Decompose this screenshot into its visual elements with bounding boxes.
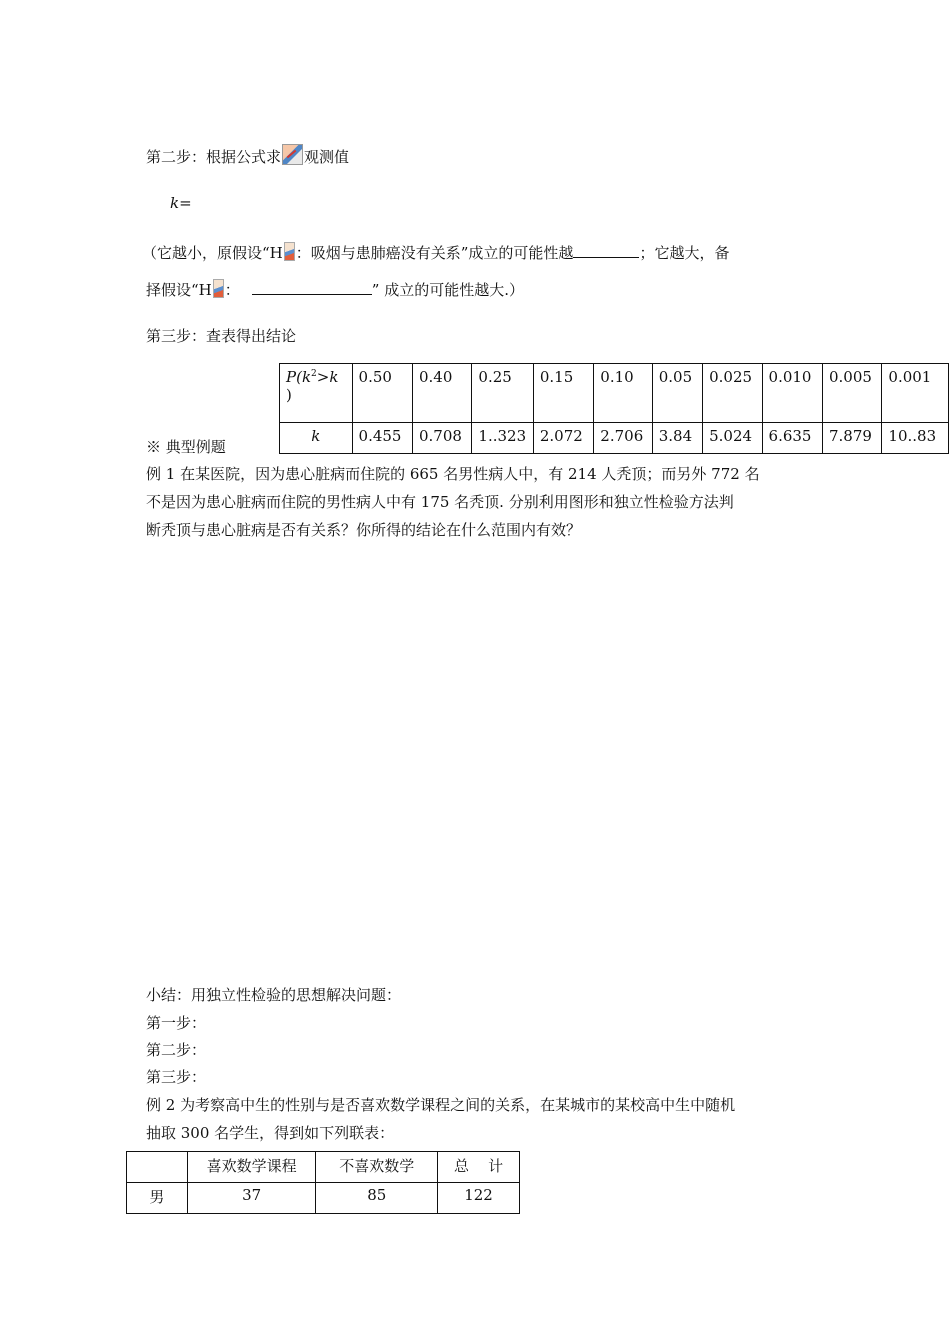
table-cell: 122 <box>438 1183 520 1214</box>
note-line-2 <box>146 279 524 299</box>
section-title: ※ 典型例题 <box>146 438 226 456</box>
label-part: > <box>316 368 330 386</box>
answer-blank[interactable] <box>573 243 639 258</box>
table-cell: 85 <box>316 1183 438 1214</box>
subscript-one-icon <box>213 279 224 298</box>
table-cell: 0.10 <box>594 364 652 423</box>
subscript-zero-icon <box>284 242 295 261</box>
k-formula <box>170 194 192 212</box>
example2-line1: 例 2 为考察高中生的性别与是否喜欢数学课程之间的关系，在某城市的某校高中生中随机 <box>146 1096 736 1114</box>
note-text: 择假设“H <box>146 281 212 299</box>
example2-line2: 抽取 300 名学生，得到如下列联表： <box>146 1124 395 1142</box>
row-label-p <box>280 364 353 423</box>
table-row <box>280 423 949 454</box>
table-cell: 0.40 <box>412 364 471 423</box>
table-cell: 0.025 <box>703 364 762 423</box>
note-text: ” 成立的可能性越大.） <box>371 281 524 299</box>
label-part: k <box>329 368 339 386</box>
header-cell: 不喜欢数学 <box>316 1152 438 1183</box>
table-cell: 0.010 <box>762 364 822 423</box>
k-equals: = <box>179 194 192 212</box>
label-part: ) <box>286 386 292 404</box>
summary-step1: 第一步： <box>146 1014 207 1032</box>
table-cell: 男 <box>127 1183 188 1214</box>
step2-line <box>146 144 349 166</box>
table-header-row <box>127 1152 520 1183</box>
table-cell: 2.706 <box>594 423 652 454</box>
header-cell <box>127 1152 188 1183</box>
table-cell: 7.879 <box>822 423 881 454</box>
table-cell: 3.84 <box>652 423 702 454</box>
table-cell: 0.25 <box>472 364 533 423</box>
table-cell: 0.005 <box>822 364 881 423</box>
note-line-1 <box>142 242 729 262</box>
step2-text-after: 观测值 <box>304 148 350 166</box>
summary-step2: 第二步： <box>146 1041 207 1059</box>
table-row <box>280 364 949 423</box>
label-part: P( <box>286 368 302 386</box>
table-cell: 10..83 <box>882 423 949 454</box>
step2-text: 第二步：根据公式求 <box>146 148 282 166</box>
table-cell: 6.635 <box>762 423 822 454</box>
row-label-k: k <box>280 423 353 454</box>
note-text: ：吸烟与患肺癌没有关系”成立的可能性越 <box>295 244 574 262</box>
k-variable: k <box>170 194 180 212</box>
critical-value-table <box>279 363 949 454</box>
example1-line2: 不是因为患心脏病而住院的男性病人中有 175 名秃顶. 分别利用图形和独立性检验方法判 <box>146 493 734 511</box>
image-placeholder-icon <box>282 144 303 165</box>
header-cell: 总 计 <box>438 1152 520 1183</box>
example1-line3: 断秃顶与患心脏病是否有关系？你所得的结论在什么范围内有效？ <box>146 521 582 539</box>
table-cell: 0.15 <box>533 364 593 423</box>
table-cell: 0.455 <box>352 423 412 454</box>
answer-blank[interactable] <box>252 280 372 295</box>
summary-step3: 第三步： <box>146 1068 207 1086</box>
note-text: ；它越大，备 <box>639 244 730 262</box>
label-part: k <box>301 368 312 386</box>
table-cell: 5.024 <box>703 423 762 454</box>
table-cell: 0.001 <box>882 364 949 423</box>
table-cell: 37 <box>187 1183 316 1214</box>
step3-line: 第三步：查表得出结论 <box>146 327 297 345</box>
contingency-table <box>126 1151 520 1214</box>
example1-line1: 例 1 在某医院，因为患心脏病而住院的 665 名男性病人中，有 214 人秃顶；而另外 772 名 <box>146 465 760 483</box>
summary-title: 小结：用独立性检验的思想解决问题： <box>146 986 402 1004</box>
table-cell: 0.50 <box>352 364 412 423</box>
header-cell: 喜欢数学课程 <box>187 1152 316 1183</box>
note-text: ： <box>224 281 240 299</box>
table-cell: 1..323 <box>472 423 533 454</box>
table-row <box>127 1183 520 1214</box>
label-part: 2 <box>311 369 317 379</box>
note-text: （它越小，原假设“H <box>142 244 283 262</box>
table-cell: 0.708 <box>412 423 471 454</box>
table-cell: 0.05 <box>652 364 702 423</box>
table-cell: 2.072 <box>533 423 593 454</box>
